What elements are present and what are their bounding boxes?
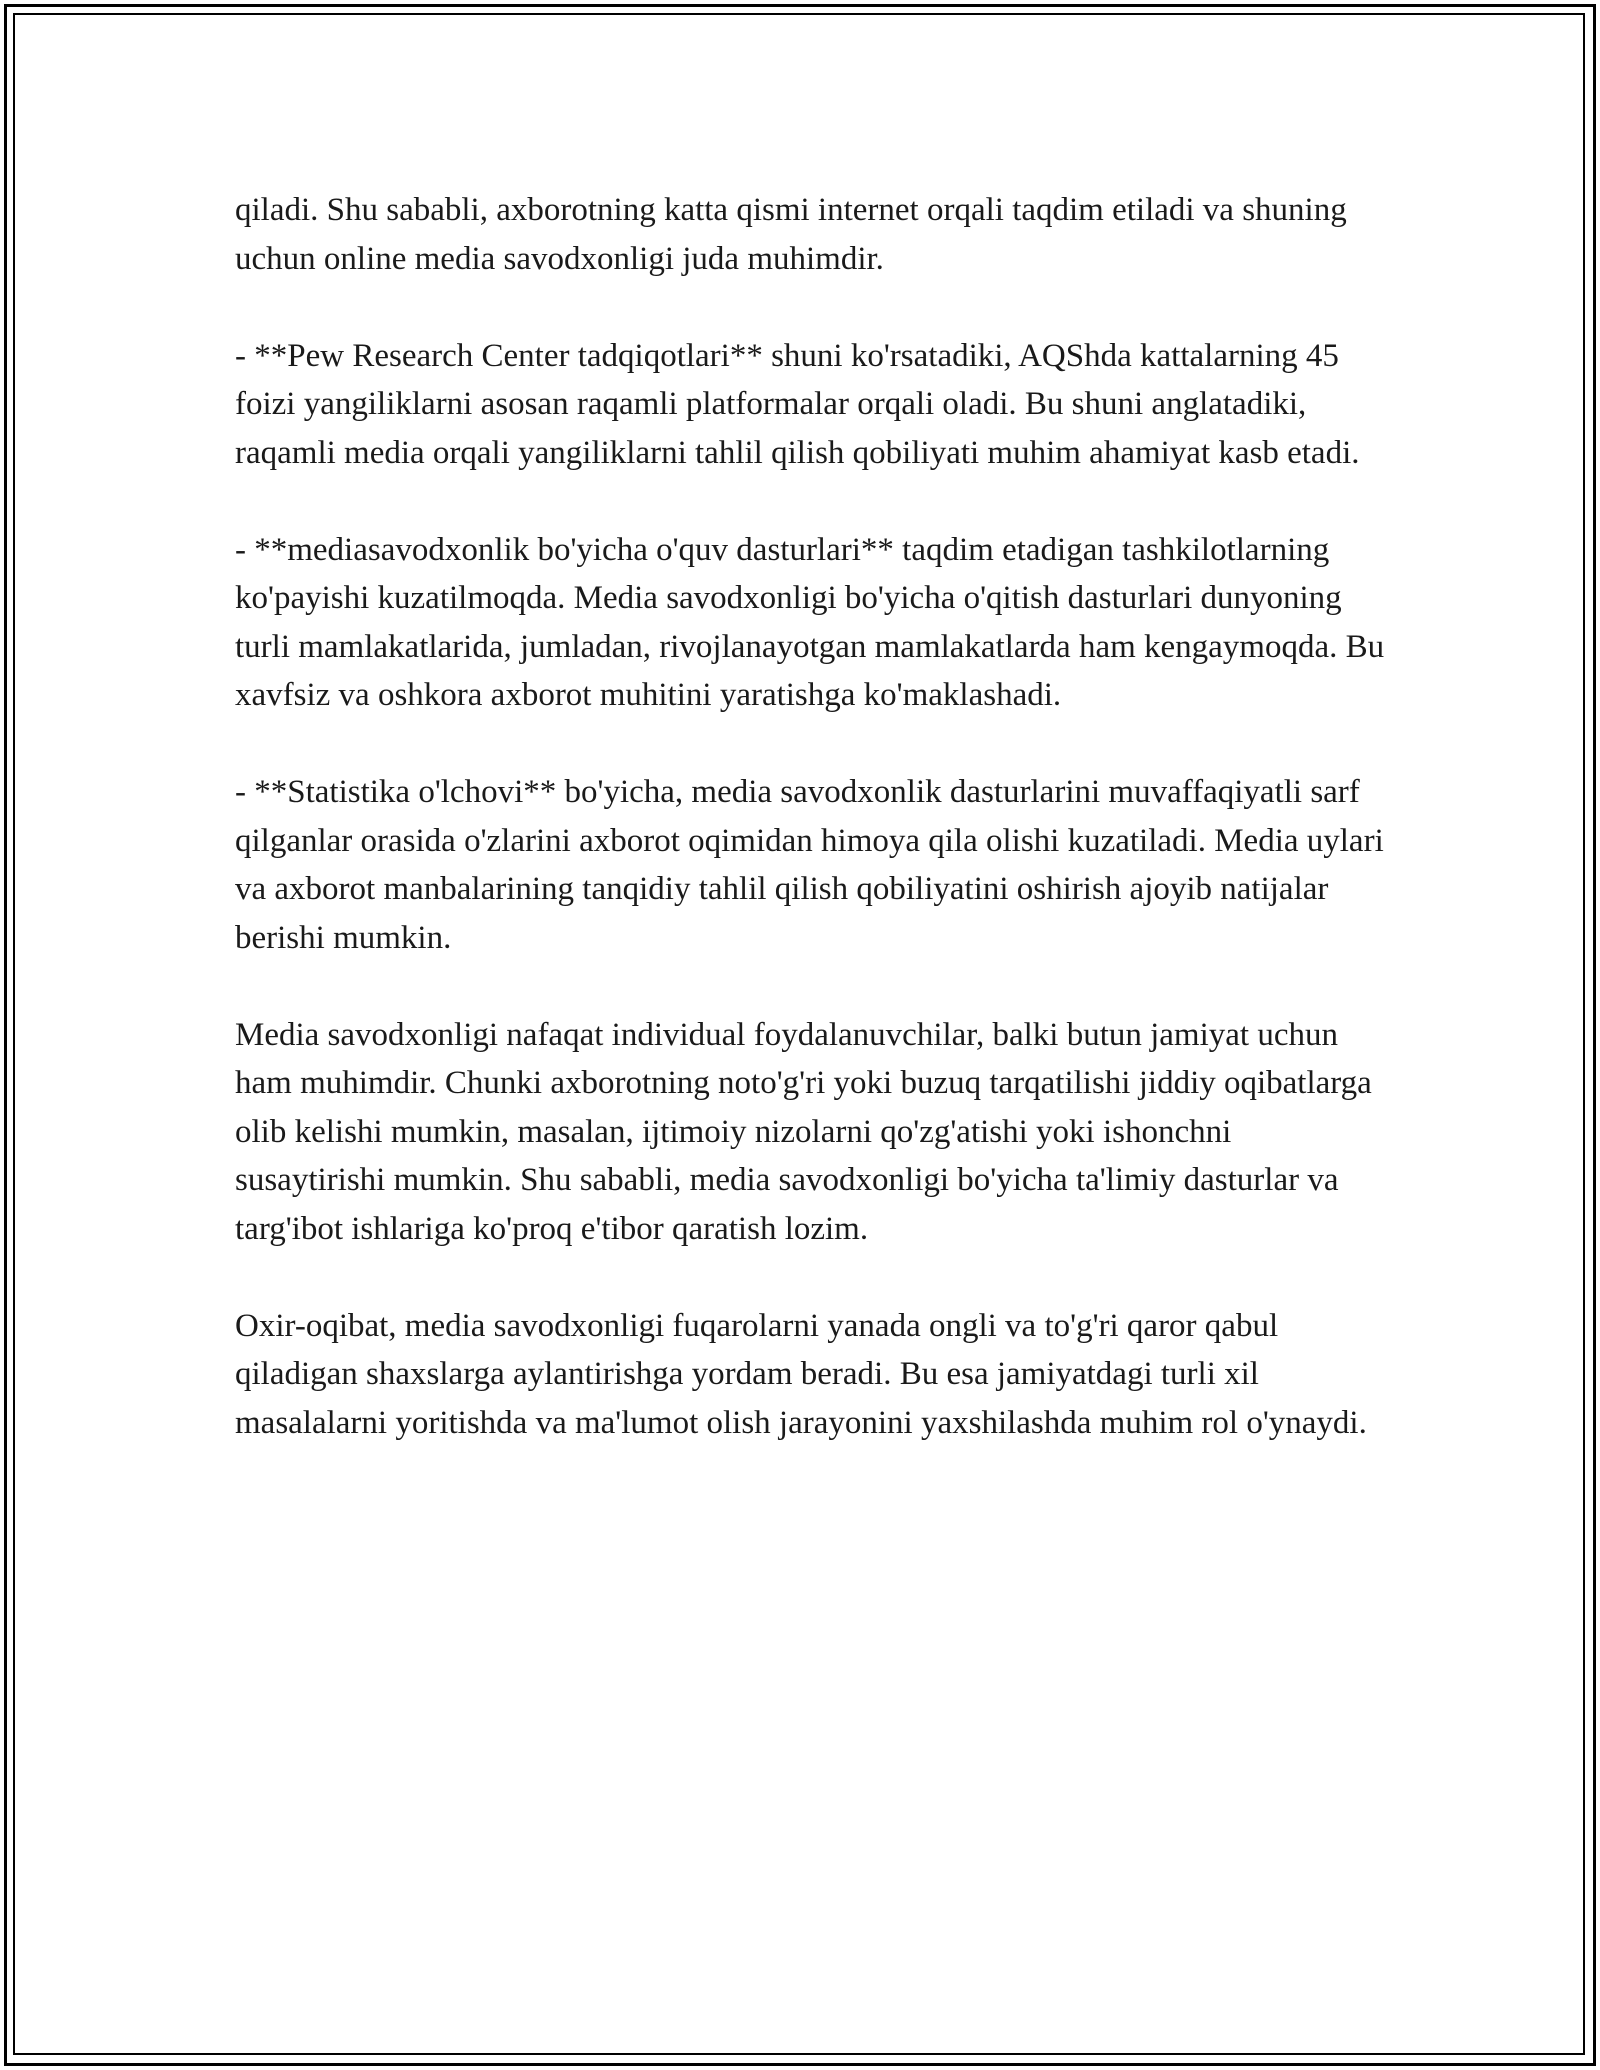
paragraph-statistics: - **Statistika o'lchovi** bo'yicha, media savodxonlik dasturlarini muvaffaqiyatli sarf qilganlar orasida o'zlarini axborot oqimidan himoya qila olishi kuzatiladi. Media uylari va axborot manbalarining tanqidiy tahlil qilish qobiliyatini oshirish ajoyib natijalar berishi mumkin.	[235, 774, 1384, 956]
paragraph-training-programs: - **mediasavodxonlik bo'yicha o'quv dasturlari** taqdim etadigan tashkilotlarning ko'payishi kuzatilmoqda. Media savodxonligi bo'yicha o'qitish dasturlari dunyoning turli mamlakatlarida, jumladan, rivojlanayotgan mamlakatlarda ham kengaymoqda. Bu xavfsiz va oshkora axborot muhitini yaratishga ko'maklashadi.	[235, 531, 1385, 713]
paragraph-intro-continuation: qiladi. Shu sababli, axborotning katta qismi internet orqali taqdim etiladi va shuning uchun online media savodxonligi juda muhimdir.	[235, 192, 1347, 277]
document-body	[235, 186, 1385, 1447]
paragraph-conclusion: Oxir-oqibat, media savodxonligi fuqarolarni yanada ongli va to'g'ri qaror qabul qiladigan shaxslarga aylantirishga yordam beradi. Bu esa jamiyatdagi turli xil masalalarni yoritishda va ma'lumot olish jarayonini yaxshilashda muhim rol o'ynaydi.	[235, 1307, 1367, 1441]
paragraph-society-importance: Media savodxonligi nafaqat individual foydalanuvchilar, balki butun jamiyat uchun ham muhimdir. Chunki axborotning noto'g'ri yoki buzuq tarqatilishi jiddiy oqibatlarga olib kelishi mumkin, masalan, ijtimoiy nizolarni qo'zg'atishi yoki ishonchni susaytirishi mumkin. Shu sababli, media savodxonligi bo'yicha ta'limiy dasturlar va targ'ibot ishlariga ko'proq e'tibor qaratish lozim.	[235, 1016, 1372, 1247]
paragraph-pew-research: - **Pew Research Center tadqiqotlari** shuni ko'rsatadiki, AQShda kattalarning 45 foizi yangiliklarni asosan raqamli platformalar orqali oladi. Bu shuni anglatadiki, raqamli media orqali yangiliklarni tahlil qilish qobiliyati muhim ahamiyat kasb etadi.	[235, 337, 1360, 471]
